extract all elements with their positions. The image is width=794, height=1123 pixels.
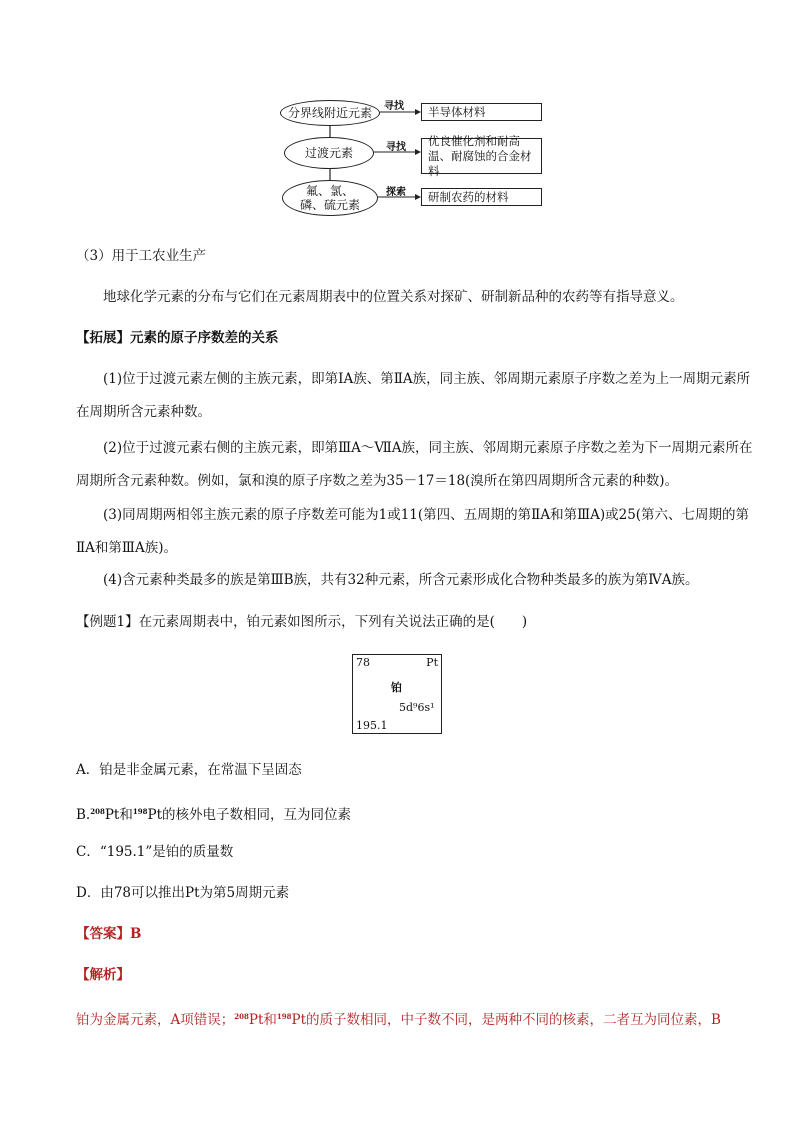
target-box [421, 133, 542, 178]
extension-item-1: (1)位于过渡元素左侧的主族元素，即第ⅠA族、第ⅡA族，同主族、邻周期元素原子序数之差为上一周期元素所在周期所含元素种数。 [76, 371, 751, 420]
option-b-prefix: B. [76, 807, 91, 823]
target-text: 半导体材料 [428, 104, 486, 119]
analysis-body [76, 1000, 776, 1037]
target-text: 优良催化剂和耐高温、耐腐蚀的合金材料 [428, 133, 532, 178]
target-box [421, 103, 542, 121]
section-body: 地球化学元素的分布与它们在元素周期表中的位置关系对探矿、研制新品种的农药等有指导意义。 [103, 289, 684, 305]
arrow-label: 寻找 [384, 101, 404, 112]
analysis-text: 铂为金属元素，A项错误； [76, 1012, 235, 1028]
mass-number-sup: 198 [276, 1012, 292, 1021]
target-text: 研制农药的材料 [428, 189, 509, 204]
node-label: 过渡元素 [304, 146, 353, 160]
option-b-text: Pt和 [104, 807, 133, 823]
element-symbol: Pt [426, 656, 438, 669]
answer: 【答案】B [76, 926, 142, 942]
analysis-heading: 【解析】 [76, 967, 130, 983]
node-label: 分界线附近元素 [287, 106, 372, 120]
atomic-number: 78 [356, 656, 370, 669]
extension-item-4: (4)含元素种类最多的族是第ⅢB族，共有32种元素，所含元素形成化合物种类最多的族为第ⅣA族。 [103, 572, 699, 588]
section-heading: （3）用于工农业生产 [76, 248, 207, 264]
example-question: 【例题1】在元素周期表中，铂元素如图所示，下列有关说法正确的是( ) [76, 614, 528, 630]
analysis-text: Pt和 [248, 1012, 277, 1028]
node-label: 氟、氯、磷、硫元素 [299, 184, 360, 212]
arrow-label: 寻找 [386, 142, 406, 153]
option-a: A．铂是非金属元素，在常温下呈固态 [76, 762, 302, 778]
mass-number-sup: 198 [132, 807, 148, 816]
option-c: C．“195.1”是铂的质量数 [76, 844, 234, 860]
node-transition-elements [284, 137, 374, 169]
extension-item-2: (2)位于过渡元素右侧的主族元素，即第ⅢA～ⅦA族，同主族、邻周期元素原子序数之差为下一周期元素所在周期所含元素种数。例如，氯和溴的原子序数之差为35－17＝18(溴所在第四周期所含元素的种数)。 [76, 440, 753, 489]
extension-heading: 【拓展】元素的原子序数差的关系 [76, 330, 279, 346]
element-name: 铂 [391, 681, 402, 694]
element-card [352, 654, 442, 734]
extension-item-3: (3)同周期两相邻主族元素的原子序数差可能为1或11(第四、五周期的第ⅡA和第ⅢA)或25(第六、七周期的第ⅡA和第ⅢA族)。 [76, 507, 750, 556]
option-b [76, 795, 756, 832]
mass-number-sup: 208 [234, 1012, 249, 1021]
mass-number-sup: 208 [90, 807, 105, 816]
atomic-mass: 195.1 [356, 719, 388, 732]
target-box [421, 188, 542, 206]
arrow-label: 探索 [386, 187, 406, 198]
electron-config: 5d⁹6s¹ [399, 701, 435, 714]
analysis-text: Pt的质子数相同，中子数不同，是两种不同的核素，二者互为同位素，B [291, 1012, 721, 1028]
option-d: D．由78可以推出Pt为第5周期元素 [76, 885, 290, 901]
node-f-cl-p-s-elements [282, 180, 378, 216]
node-boundary-elements [280, 100, 380, 126]
option-b-text: Pt的核外电子数相同，互为同位素 [147, 807, 351, 823]
